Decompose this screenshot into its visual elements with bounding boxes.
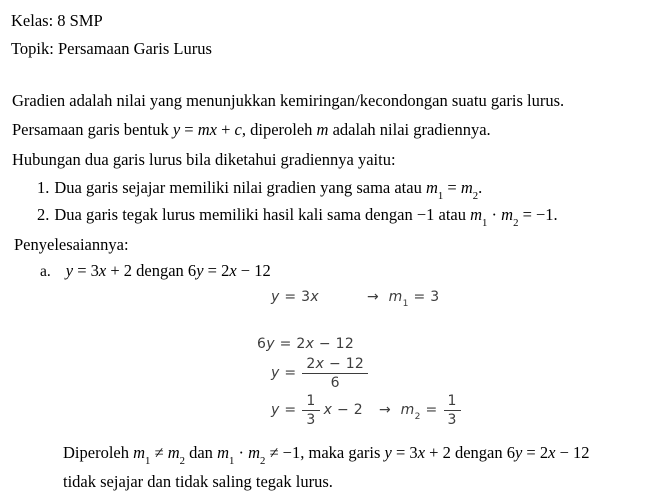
right-arrow-icon: → [366, 289, 379, 305]
equation-row-6y-equals-2x-minus-12 [257, 334, 354, 354]
item-2-number: 2. [37, 205, 50, 224]
item-a-equations: y = 3x + 2 dengan 6y = 2x − 12 [65, 261, 271, 280]
eq3-fraction-denominator: 6 [330, 374, 340, 391]
eq4-lhs: y = [271, 402, 297, 418]
eq4-frac2-numerator: 1 [444, 393, 461, 411]
eq4-gradient-fraction [444, 393, 461, 428]
solution-item-a [40, 261, 271, 282]
persamaan-garis-paragraph: Persamaan garis bentuk y = mx + c, diperoleh m adalah nilai gradiennya. [12, 120, 491, 139]
hubungan-garis-paragraph: Hubungan dua garis lurus bila diketahui gradiennya yaitu: [12, 150, 396, 169]
eq3-fraction [302, 356, 368, 391]
topik-line: Topik: Persamaan Garis Lurus [11, 39, 212, 58]
item-1-number: 1. [37, 178, 50, 197]
eq4-x-minus-2: x − 2 [323, 402, 363, 418]
eq4-frac1-denominator: 3 [306, 411, 316, 428]
numbered-item-sejajar [37, 178, 483, 203]
eq1-lhs: y = 3x [271, 289, 319, 305]
eq4-fraction-one-third [302, 393, 319, 428]
kelas-line: Kelas: 8 SMP [11, 11, 103, 30]
equation-row-y-equals-fraction [271, 355, 368, 391]
item-a-marker: a. [40, 263, 51, 280]
right-arrow-icon: → [378, 402, 391, 418]
conclusion-line-1: Diperoleh $m_1 \ne m_2$ dan $m_1 \cdot m_2 \ne -1$, maka garis y = 3x + 2 dengan 6y = 2x − 12 [63, 443, 590, 468]
eq2-expression: 6y = 2x − 12 [257, 336, 355, 352]
eq3-fraction-numerator: 2x − 12 [302, 356, 368, 374]
item-2-text: Dua garis tegak lurus memiliki hasil kali sama dengan −1 atau $m_1 \cdot m_2 = -1$. [54, 205, 558, 230]
eq1-gradient-result: $m_1 = 3$ [388, 289, 440, 310]
numbered-item-tegak-lurus [37, 205, 558, 230]
equation-row-y-equals-3x [271, 287, 440, 310]
penyelesaian-heading: Penyelesaiannya: [14, 235, 129, 254]
eq4-frac1-numerator: 1 [302, 393, 319, 411]
equation-row-y-equals-one-third-x [271, 392, 461, 428]
item-1-text: Dua garis sejajar memiliki nilai gradien yang sama atau $m_1 = m_2$. [54, 178, 483, 203]
eq4-gradient-label: $m_2$ = [400, 402, 438, 423]
eq3-lhs: y = [271, 365, 297, 381]
eq4-frac2-denominator: 3 [447, 411, 457, 428]
gradien-definition-paragraph: Gradien adalah nilai yang menunjukkan kemiringan/kecondongan suatu garis lurus. [12, 91, 565, 110]
conclusion-line-2: tidak sejajar dan tidak saling tegak lurus. [63, 472, 333, 491]
